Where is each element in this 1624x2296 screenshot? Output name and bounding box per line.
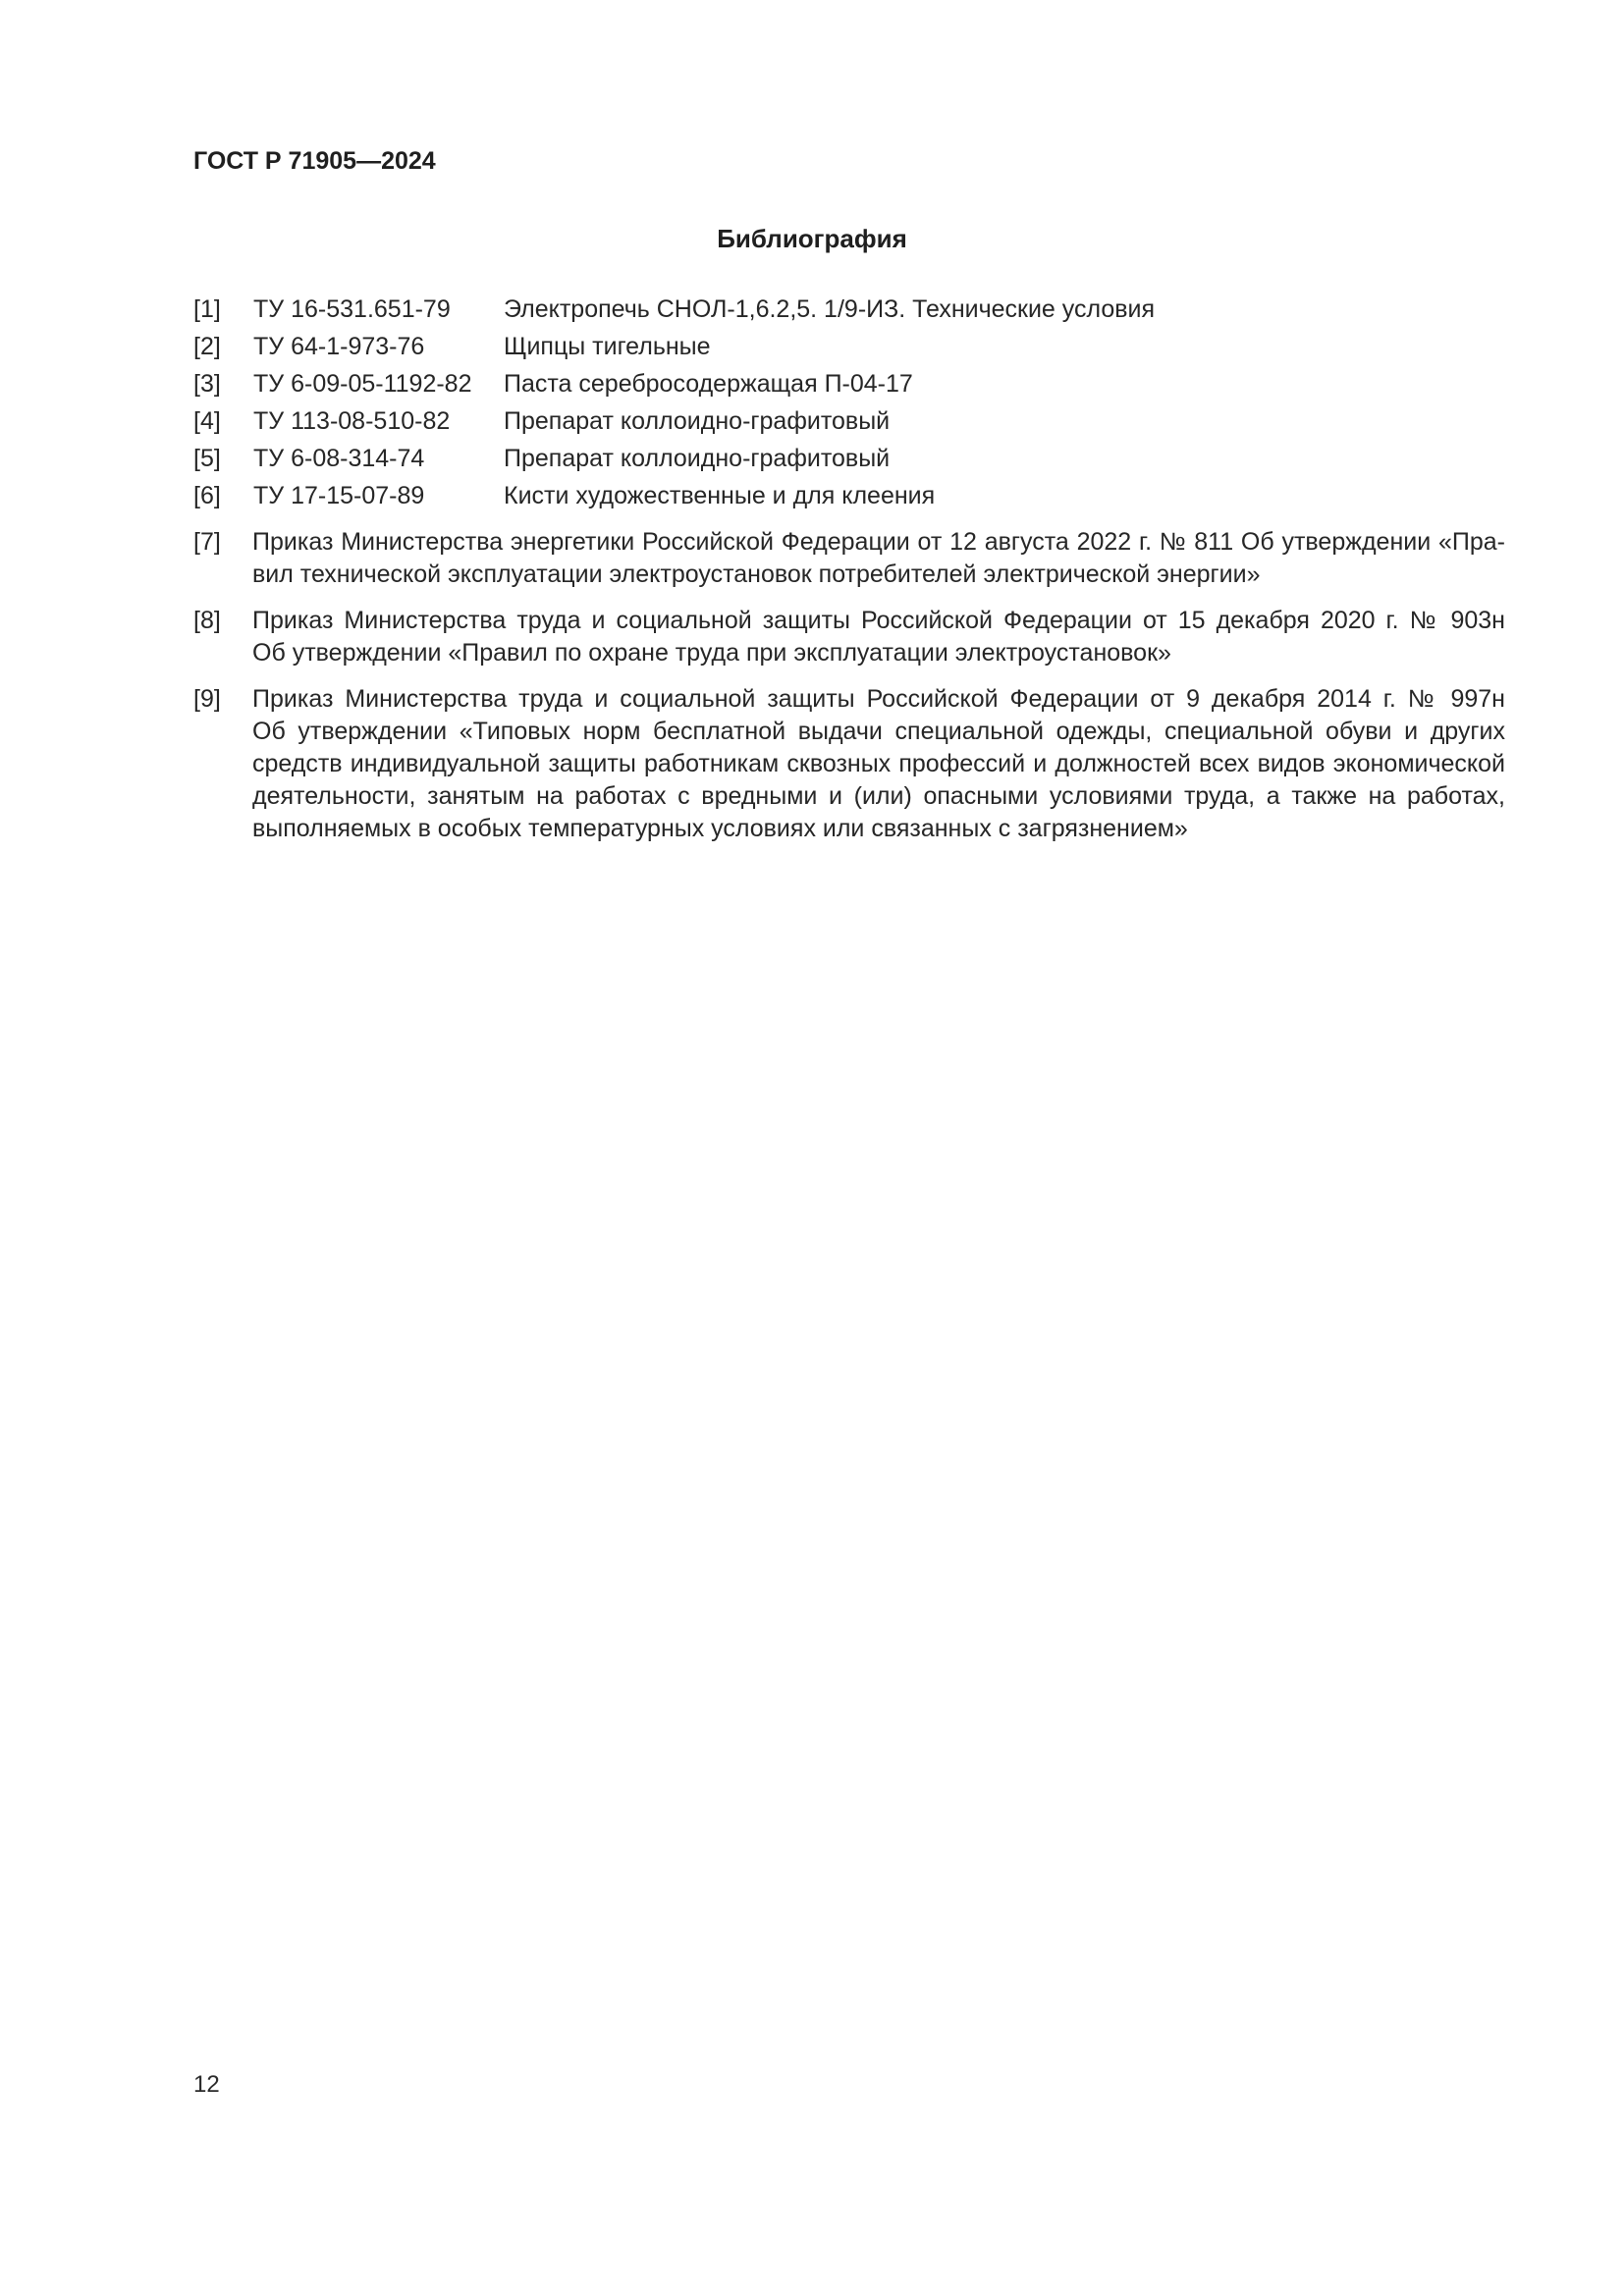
reference-number: [5]	[193, 445, 221, 472]
reference-description: Препарат коллоидно-графитовый	[504, 445, 891, 472]
reference-description: Щипцы тигельные	[504, 333, 711, 360]
bibliography-entry-2	[193, 331, 1505, 363]
reference-code: ТУ 16-531.651-79	[253, 295, 451, 323]
bibliography-entry-5	[193, 443, 1505, 475]
reference-number: [7]	[193, 528, 221, 556]
bibliography-list	[193, 294, 1505, 850]
reference-description: Кисти художественные и для клеения	[504, 482, 936, 509]
reference-text-line: Об утверждении «Типовых норм бесплатной выдачи специальной одежды, специальной обуви и других	[252, 718, 1505, 745]
reference-text-line: деятельности, занятым на работах с вредными и (или) опасными условиями труда, а также на работах,	[252, 782, 1505, 810]
reference-description: Препарат коллоидно-графитовый	[504, 407, 891, 435]
bibliography-entry-4	[193, 405, 1505, 438]
reference-number: [1]	[193, 295, 221, 323]
page-title: Библиография	[717, 224, 907, 253]
bibliography-entry-6	[193, 480, 1505, 512]
document-code: ГОСТ Р 71905—2024	[193, 147, 436, 175]
reference-description: Паста серебросодержащая П-04-17	[504, 370, 913, 398]
bibliography-entry-7	[193, 526, 1505, 591]
reference-code: ТУ 17-15-07-89	[253, 482, 425, 509]
reference-number: [6]	[193, 482, 221, 509]
reference-description: Электропечь СНОЛ-1,6.2,5. 1/9-ИЗ. Технические условия	[504, 295, 1156, 323]
reference-text-line: Об утверждении «Правил по охране труда при эксплуатации электроустановок»	[252, 639, 1171, 667]
reference-text-line: выполняемых в особых температурных условиях или связанных с загрязнением»	[252, 815, 1188, 842]
reference-number: [8]	[193, 607, 221, 634]
reference-text-line: Приказ Министерства энергетики Российской Федерации от 12 августа 2022 г. № 811 Об утверждении «Пра-	[252, 528, 1505, 556]
reference-text-line: вил технической эксплуатации электроустановок потребителей электрической энергии»	[252, 561, 1261, 588]
reference-code: ТУ 6-09-05-1192-82	[253, 370, 472, 398]
reference-number: [2]	[193, 333, 221, 360]
page-number: 12	[193, 2071, 220, 2098]
reference-number: [9]	[193, 685, 221, 713]
bibliography-entry-3	[193, 368, 1505, 400]
reference-code: ТУ 113-08-510-82	[253, 407, 451, 435]
reference-text-line: Приказ Министерства труда и социальной защиты Российской Федерации от 9 декабря 2014 г. № 997н	[252, 685, 1505, 713]
bibliography-entry-9	[193, 683, 1505, 845]
reference-code: ТУ 6-08-314-74	[253, 445, 425, 472]
reference-code: ТУ 64-1-973-76	[253, 333, 425, 360]
reference-text-line: средств индивидуальной защиты работникам сквозных профессий и должностей всех видов экономической	[252, 750, 1505, 777]
bibliography-entry-8	[193, 605, 1505, 669]
bibliography-entry-1	[193, 294, 1505, 326]
reference-text-line: Приказ Министерства труда и социальной защиты Российской Федерации от 15 декабря 2020 г. № 903н	[252, 607, 1505, 634]
reference-number: [3]	[193, 370, 221, 398]
reference-number: [4]	[193, 407, 221, 435]
